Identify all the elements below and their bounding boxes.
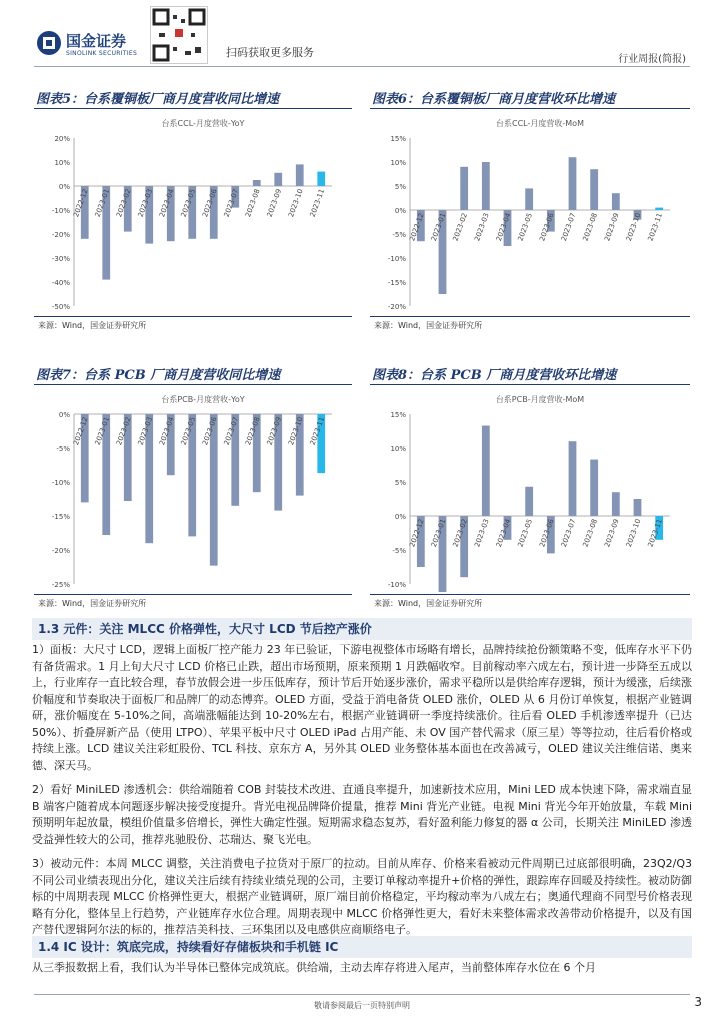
qr-code[interactable] xyxy=(150,6,208,64)
logo-name: 国金证券 xyxy=(66,32,127,50)
x-tick-label: 2022-12 xyxy=(72,187,90,219)
y-tick-label: -15% xyxy=(51,513,70,521)
x-tick-label: 2023-10 xyxy=(287,187,305,219)
bar xyxy=(253,180,261,186)
paragraph-panel: 1）面板：大尺寸 LCD，逻辑上面板厂控产能力 23 年已验证，下游电视整体市场略有增长，品牌持续抢份额策略不变，低库存水平下仍有备货需求。1 月上旬大尺寸 LCD 价格已止跌，超出市场预期，原来预期 1 月跌幅收窄。目前稼动率六成左右，预计进一步降至五成以上，行业库存一直比较合理，春节放假会进一步压低库存，预计节后开始逐步涨价，需求平稳所以是供给库存逻辑，预计为缓涨，后续涨价幅度和节奏取决于面板厂和品牌厂的动态博弈。OLED 方面，受益于消电备货 OLED 涨价，OLED 从 6 月份订单恢复，根据产业链调研，涨价幅度在 5-10%之间，高端涨幅能达到 10-20%左右，根据产业链调研一季度持续涨价。往后看 OLED 手机渗透率提升（已达 50%）、折叠屏新产品（使用 LTPO）、苹果平板中尺寸 OLED iPad 占用产能、未 OV 国产替代需求（原三星）等等拉动，往后看价格或持续上涨。LCD 建议关注彩虹股份、TCL 科技、京东方 A，另外其 OLED 业务整体基本面也在改善减亏，OLED 建议关注维信诺、奥来德、深天马。 xyxy=(32,643,692,772)
x-tick-label: 2023-06 xyxy=(538,211,556,243)
chart-ccl-yoy xyxy=(34,112,352,314)
bar xyxy=(482,426,490,516)
chart-title: 台系CCL-月度营收-YoY xyxy=(161,119,245,128)
section-heading-1-3: 1.3 元件：关注 MLCC 价格弹性，大尺寸 LCD 节后控产涨价 xyxy=(32,618,692,640)
header-rule xyxy=(34,66,690,67)
x-tick-label: 2023-06 xyxy=(201,415,219,447)
bar xyxy=(655,208,663,210)
chart-title: 台系CCL-月度营收-MoM xyxy=(496,119,584,128)
y-tick-label: -30% xyxy=(51,255,70,263)
y-tick-label: -20% xyxy=(51,231,70,239)
x-tick-label: 2023-02 xyxy=(451,517,470,549)
logo xyxy=(36,28,146,60)
x-tick-label: 2023-07 xyxy=(559,211,578,243)
x-tick-label: 2023-10 xyxy=(624,211,643,243)
y-tick-label: 0% xyxy=(394,207,406,215)
bar xyxy=(612,492,620,516)
figure-7-source-rule xyxy=(34,594,352,595)
y-tick-label: 0% xyxy=(58,183,70,191)
x-tick-label: 2023-01 xyxy=(429,517,448,549)
y-tick-label: -15% xyxy=(387,279,406,287)
y-tick-label: -10% xyxy=(387,581,406,589)
figure-5-title: 图表5：台系覆铜板厂商月度营收同比增速 xyxy=(36,92,280,107)
bar xyxy=(612,193,620,210)
x-tick-label: 2023-09 xyxy=(265,415,284,447)
paragraph-passive: 3）被动元件：本周 MLCC 调整，关注消费电子拉货对于原厂的拉动。目前从库存、价格来看被动元件周期已过底部很明确，23Q2/Q3 不同公司业绩表现出分化，建议关注后续有持续业绩兑现的公司，主要订单稼动率提升+价格的弹性，跟踪库存回暖及持续性。被动防御标的中周期表现 MLCC 价格弹性更大，根据产业链调研，原厂端目前价格稳定，平均稼动率为八成左右；奥通代理商不同型号价格表现略有分化，整体呈上行趋势，产业链库存水位合理。周期表现中 MLCC 价格弹性更大，看好未来整体需求改善带动价格提升，以及有国产替代逻辑阿尔法的标的，推荐洁美科技、三环集团以及电感供应商顺络电子。 xyxy=(32,857,692,936)
y-tick-label: -5% xyxy=(56,445,70,453)
y-tick-label: -10% xyxy=(51,207,70,215)
report-type: 行业周报(简报) xyxy=(618,54,686,65)
chart-title: 台系PCB-月度营收-MoM xyxy=(495,395,585,404)
x-tick-label: 2023-10 xyxy=(287,415,305,447)
figure-6-title: 图表6：台系覆铜板厂商月度营收环比增速 xyxy=(372,92,616,107)
figure-5-rule xyxy=(34,108,352,109)
figure-8-source-rule xyxy=(370,594,690,595)
y-tick-label: 10% xyxy=(390,159,406,167)
x-tick-label: 2023-02 xyxy=(115,187,133,219)
y-tick-label: -25% xyxy=(51,581,70,589)
x-tick-label: 2023-06 xyxy=(538,517,556,549)
x-tick-label: 2023-05 xyxy=(179,415,198,447)
x-tick-label: 2022-12 xyxy=(72,415,90,447)
y-tick-label: 10% xyxy=(390,445,406,453)
bar xyxy=(525,188,533,210)
x-tick-label: 2023-08 xyxy=(581,211,600,243)
qr-caption: 扫码获取更多服务 xyxy=(226,46,314,59)
x-tick-label: 2023-01 xyxy=(93,187,112,219)
y-tick-label: -5% xyxy=(392,547,406,555)
y-tick-label: 20% xyxy=(54,135,70,143)
x-tick-label: 2023-06 xyxy=(201,187,219,219)
x-tick-label: 2023-04 xyxy=(494,517,513,549)
bar xyxy=(634,499,642,516)
bar xyxy=(590,169,598,210)
bar xyxy=(482,162,490,210)
x-tick-label: 2022-12 xyxy=(408,211,426,243)
x-tick-label: 2023-11 xyxy=(646,517,665,549)
x-tick-label: 2023-11 xyxy=(308,415,327,447)
x-tick-label: 2023-11 xyxy=(646,211,665,243)
y-tick-label: -10% xyxy=(51,479,70,487)
x-tick-label: 2023-09 xyxy=(265,187,284,219)
chart-pcb-yoy xyxy=(34,388,352,592)
figure-5-source-rule xyxy=(34,316,352,317)
x-tick-label: 2023-05 xyxy=(516,517,535,549)
x-tick-label: 2023-03 xyxy=(136,415,155,447)
x-tick-label: 2023-02 xyxy=(451,211,470,243)
x-tick-label: 2023-03 xyxy=(136,187,155,219)
figure-5-source: 来源：Wind，国金证券研究所 xyxy=(38,321,147,330)
figure-8-title: 图表8：台系 PCB 厂商月度营收环比增速 xyxy=(372,368,617,383)
x-tick-label: 2023-08 xyxy=(581,517,600,549)
chart-pcb-mom xyxy=(370,388,690,592)
figure-6-source: 来源：Wind，国金证券研究所 xyxy=(374,321,483,330)
x-tick-label: 2022-12 xyxy=(408,517,426,549)
x-tick-label: 2023-04 xyxy=(494,211,513,243)
footer-rule xyxy=(34,994,690,995)
x-tick-label: 2023-09 xyxy=(603,211,621,243)
bar xyxy=(569,157,577,210)
logo-english: SINOLINK SECURITIES xyxy=(66,50,138,57)
bar xyxy=(525,487,533,516)
x-tick-label: 2023-07 xyxy=(222,415,241,447)
y-tick-label: 10% xyxy=(54,159,70,167)
y-tick-label: -40% xyxy=(51,279,70,287)
bar xyxy=(274,173,282,186)
section-heading-1-4: 1.4 IC 设计：筑底完成，持续看好存储板块和手机链 IC xyxy=(32,936,692,958)
x-tick-label: 2023-08 xyxy=(244,415,262,447)
figure-7-source: 来源：Wind，国金证券研究所 xyxy=(38,599,147,608)
y-tick-label: 15% xyxy=(390,411,406,419)
figure-8-rule xyxy=(370,384,690,385)
chart-ccl-mom xyxy=(370,112,690,314)
y-tick-label: 0% xyxy=(58,411,70,419)
bar xyxy=(317,172,325,186)
y-tick-label: 5% xyxy=(394,183,406,191)
x-tick-label: 2023-07 xyxy=(222,187,241,219)
x-tick-label: 2023-03 xyxy=(473,517,491,549)
x-tick-label: 2023-08 xyxy=(244,187,262,219)
figure-7-rule xyxy=(34,384,352,385)
figure-6-source-rule xyxy=(370,316,690,317)
x-tick-label: 2023-01 xyxy=(93,415,112,447)
y-tick-label: -20% xyxy=(387,303,406,311)
y-tick-label: -50% xyxy=(51,303,70,311)
bar xyxy=(569,441,577,516)
x-tick-label: 2023-05 xyxy=(179,187,198,219)
y-tick-label: 15% xyxy=(390,135,406,143)
y-tick-label: 5% xyxy=(394,479,406,487)
logo-mark-icon xyxy=(36,30,62,56)
figure-6-rule xyxy=(370,108,690,109)
figure-7-title: 图表7：台系 PCB 厂商月度营收同比增速 xyxy=(36,368,281,383)
x-tick-label: 2023-11 xyxy=(308,187,327,219)
bar xyxy=(460,167,468,210)
y-tick-label: -20% xyxy=(51,547,70,555)
x-tick-label: 2023-09 xyxy=(603,517,621,549)
y-tick-label: -10% xyxy=(387,255,406,263)
chart-title: 台系PCB-月度营收-YoY xyxy=(161,395,245,404)
qr-code-icon xyxy=(151,7,207,63)
x-tick-label: 2023-05 xyxy=(516,211,535,243)
y-tick-label: -5% xyxy=(392,231,406,239)
bar xyxy=(296,164,304,186)
bar xyxy=(590,460,598,516)
x-tick-label: 2023-01 xyxy=(429,211,448,243)
x-tick-label: 2023-07 xyxy=(559,517,578,549)
x-tick-label: 2023-04 xyxy=(158,187,176,219)
figure-8-source: 来源：Wind，国金证券研究所 xyxy=(374,599,483,608)
x-tick-label: 2023-04 xyxy=(158,415,176,447)
footer-disclaimer: 敬请参阅最后一页特别声明 xyxy=(314,1001,410,1010)
x-tick-label: 2023-02 xyxy=(115,415,133,447)
paragraph-miniled: 2）看好 MiniLED 渗透机会：供给端随着 COB 封装技术改进、直通良率提升，加速新技术应用，Mini LED 成本快速下降，需求端直显 B 端客户随着成本问题逐步解决接受度提升。背光电视品牌降价提量，推荐 Mini 背光产业链。电视 Mini 背光今年开始放量，车载 Mini 预期明年起放量，模组价值量多倍增长，弹性大确定性强。短期需求稳态复苏，看好盈利能力修复的器 α 公司，长期关注 MiniLED 渗透受益弹性较大的公司，推荐兆驰股份、芯瑞达、聚飞光电。 xyxy=(32,783,692,846)
x-tick-label: 2023-10 xyxy=(624,517,643,549)
y-tick-label: 0% xyxy=(394,513,406,521)
x-tick-label: 2023-03 xyxy=(473,211,491,243)
page-number: 3 xyxy=(694,995,702,1009)
paragraph-ic-design: 从三季报数据上看，我们认为半导体已整体完成筑底。供给端，主动去库存将进入尾声，当前整体库存水位在 6 个月 xyxy=(32,961,596,974)
